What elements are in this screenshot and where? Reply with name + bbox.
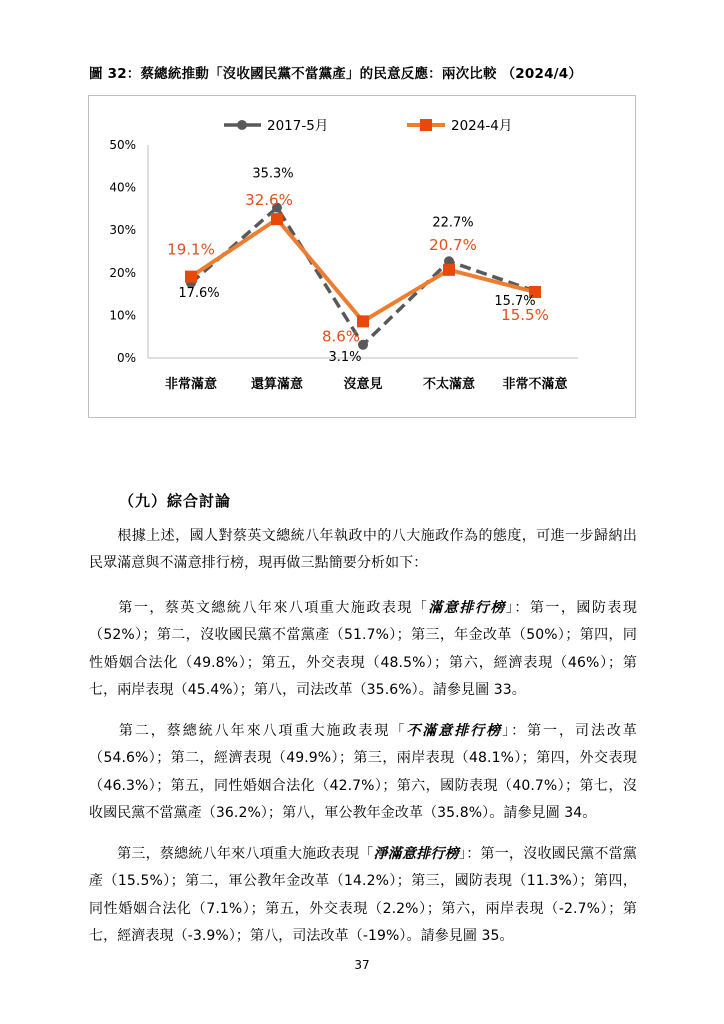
series-2024-line <box>191 219 535 321</box>
p2-emphasis: 滿意排行榜 <box>428 600 506 616</box>
series-2024-data-label: 15.5% <box>501 305 549 324</box>
p2-lead: 第一，蔡英文總統八年來八項重大施政表現「 <box>117 600 429 616</box>
p4-lead: 第三，蔡總統八年來八項重大施政表現「 <box>117 846 374 862</box>
chart-container <box>88 95 636 418</box>
series-2017-data-label: 22.7% <box>432 215 474 231</box>
series-2024-data-label: 20.7% <box>429 235 477 254</box>
y-tick-label: 40% <box>109 180 136 195</box>
legend-2017-label: 2017-5月 <box>267 118 329 134</box>
series-2024-data-label: 32.6% <box>245 191 293 210</box>
x-category-label: 非常不滿意 <box>502 377 568 392</box>
y-tick-label: 10% <box>109 308 136 323</box>
legend-2024-label: 2024-4月 <box>451 118 513 134</box>
x-category-label: 還算滿意 <box>250 377 304 392</box>
paragraph-dissatisfaction-ranking <box>89 718 637 828</box>
p4-emphasis: 淨滿意排行榜 <box>373 846 459 862</box>
y-tick-label: 20% <box>109 265 136 280</box>
p2-body: 」：第一，國防表現（52%）；第二，沒收國民黨不當黨產（51.7%）；第三，年金改革（50%）；第四，同性婚姻合法化（49.8%）；第五，外交表現（48.5%）；第六，經濟表現（46%）；第七，兩岸表現（45.4%）；第八，司法改革（35.6%）。請參見圖 33。 <box>89 600 638 699</box>
paragraph-satisfaction-ranking <box>89 595 637 705</box>
paragraph-net-satisfaction-ranking <box>89 841 637 951</box>
figure-title: 圖 32：蔡總統推動「沒收國民黨不當黨產」的民意反應：兩次比較 （2024/4） <box>89 66 583 82</box>
p3-emphasis: 不滿意排行榜 <box>406 723 503 739</box>
section-heading: （九）綜合討論 <box>119 492 232 510</box>
series-2024-point <box>443 264 455 276</box>
series-2024-data-label: 19.1% <box>167 240 215 259</box>
series-2017-data-label: 17.6% <box>178 286 220 302</box>
p4-body: 」：第一，沒收國民黨不當黨產（15.5%）；第二，軍公教年金改革（14.2%）；第三，國防表現（11.3%）；第四，同性婚姻合法化（7.1%）；第五，外交表現（2.2%）；第六，兩岸表現（-2.7%）；第七，經濟表現（-3.9%）；第八，司法改革（-19%）。請參見圖 35。 <box>89 846 637 945</box>
x-category-label: 沒意見 <box>343 377 383 392</box>
paragraph-intro-text: 根據上述，國人對蔡英文總統八年執政中的八大施政作為的態度，可進一步歸納出民眾滿意與不滿意排行榜，現再做三點簡要分析如下： <box>89 528 637 572</box>
line-chart <box>89 96 637 419</box>
x-category-label: 非常滿意 <box>164 377 218 392</box>
legend-2024-swatch-marker <box>420 119 432 131</box>
series-2024-point <box>271 213 283 225</box>
series-2024-point <box>185 271 197 283</box>
x-category-label: 不太滿意 <box>422 377 476 392</box>
series-2024-point <box>357 315 369 327</box>
series-2017-data-label: 3.1% <box>328 349 362 365</box>
y-tick-label: 50% <box>109 138 136 152</box>
y-tick-label: 30% <box>109 223 136 238</box>
paragraph-intro <box>89 523 637 578</box>
series-2017-data-label: 15.7% <box>494 294 536 310</box>
page-number: 37 <box>354 958 370 972</box>
series-2017-data-label: 35.3% <box>252 166 294 182</box>
legend-2017-swatch-marker <box>237 120 247 130</box>
y-tick-label: 0% <box>116 351 136 365</box>
series-2024-data-label: 8.6% <box>321 327 361 346</box>
p3-body: 」：第一，司法改革（54.6%）；第二，經濟表現（49.9%）；第三，兩岸表現（48.1%）；第四，外交表現（46.3%）；第五，同性婚姻合法化（42.7%）；第六，國防表現（40.7%）；第七，沒收國民黨不當黨產（36.2%）；第八，軍公教年金改革（35.8%）。請參見圖 34。 <box>89 723 637 822</box>
p3-lead: 第二，蔡總統八年來八項重大施政表現「 <box>117 723 407 739</box>
